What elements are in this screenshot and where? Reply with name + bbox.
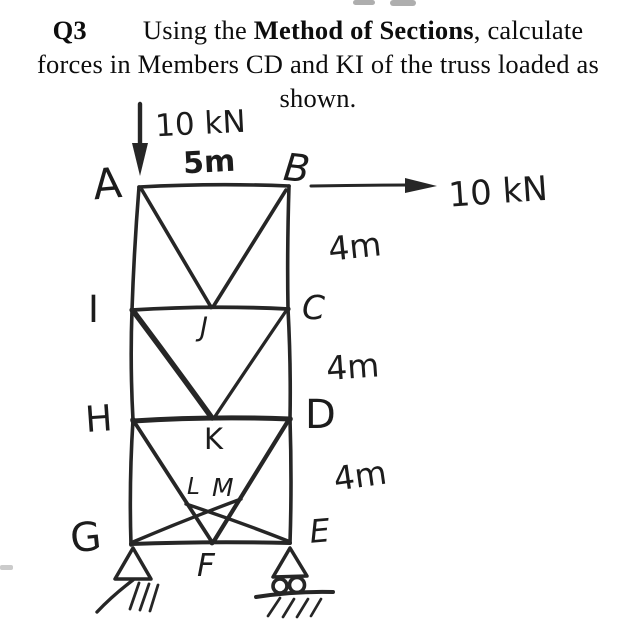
node-label-d: D bbox=[305, 392, 336, 438]
joint bbox=[210, 541, 215, 546]
hatch-stroke bbox=[97, 580, 133, 612]
member-left-chord bbox=[130, 187, 139, 545]
question-line1-pre: Using the bbox=[142, 15, 254, 45]
member-AB bbox=[139, 185, 289, 187]
node-labels bbox=[68, 145, 336, 584]
joint bbox=[209, 305, 214, 310]
question-number: Q3 bbox=[52, 15, 87, 45]
node-label-g: G bbox=[67, 513, 104, 563]
member-BJ bbox=[213, 190, 286, 307]
roller-support-icon bbox=[256, 548, 333, 617]
node-label-i: I bbox=[88, 288, 99, 331]
question-line1-post: , calculate bbox=[473, 15, 584, 45]
load-top-label: 10 kN bbox=[154, 103, 247, 145]
hatch-stroke bbox=[268, 598, 280, 616]
node-label-h: H bbox=[83, 398, 114, 441]
joint bbox=[210, 416, 215, 421]
node-label-k: K bbox=[204, 422, 224, 456]
pin-support-icon bbox=[97, 548, 158, 612]
hatch-stroke bbox=[283, 599, 294, 617]
load-arrow-down-icon bbox=[132, 104, 148, 176]
load-arrow-right-icon bbox=[311, 178, 437, 193]
node-label-c: C bbox=[302, 288, 326, 327]
support-triangle bbox=[115, 548, 151, 579]
roller-wheel bbox=[273, 579, 287, 593]
arrow-head bbox=[405, 178, 437, 193]
node-label-b: B bbox=[281, 144, 312, 192]
dim-h1-label: 4m bbox=[326, 224, 384, 269]
hatch-stroke bbox=[311, 599, 321, 616]
question-method-phrase: Method of Sections bbox=[253, 15, 474, 45]
dim-h3-label: 4m bbox=[331, 452, 390, 499]
hatch-stroke bbox=[130, 583, 139, 609]
node-label-j: J bbox=[200, 312, 208, 343]
node-label-m: M bbox=[212, 473, 234, 502]
joint bbox=[285, 306, 290, 311]
truss-members bbox=[130, 185, 291, 545]
question-line-2: forces in Members CD and KI of the truss loaded as bbox=[37, 49, 599, 79]
joint bbox=[129, 307, 134, 312]
node-label-e: E bbox=[307, 511, 332, 551]
question-line-3: shown. bbox=[279, 83, 357, 113]
arrow-head bbox=[132, 143, 148, 176]
node-label-f: F bbox=[197, 548, 215, 584]
member-right-chord bbox=[288, 186, 291, 543]
arrow-shaft bbox=[311, 185, 410, 186]
node-label-a: A bbox=[90, 158, 124, 210]
support-triangle bbox=[273, 548, 307, 577]
ground-line bbox=[256, 592, 333, 597]
roller-wheel bbox=[290, 578, 305, 593]
load-right-label: 10 kN bbox=[447, 168, 549, 216]
member-CK bbox=[214, 311, 286, 418]
hatch-stroke bbox=[297, 599, 308, 617]
member-AJ bbox=[142, 190, 211, 307]
hatch-stroke bbox=[150, 585, 158, 611]
hatch-stroke bbox=[140, 584, 149, 610]
node-label-l: L bbox=[187, 474, 200, 500]
joint bbox=[130, 417, 136, 423]
dim-h2-label: 4m bbox=[324, 345, 381, 388]
joint bbox=[287, 416, 293, 422]
dim-span-label: 5m bbox=[182, 143, 237, 182]
